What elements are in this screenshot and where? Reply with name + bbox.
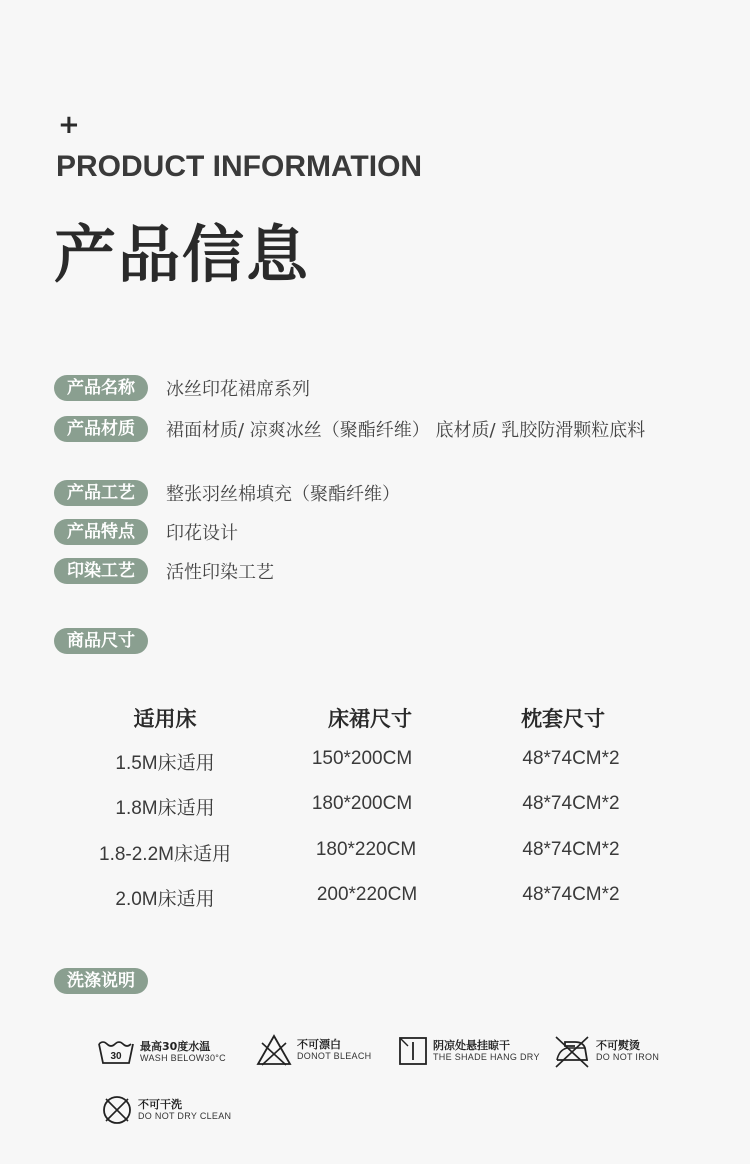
no-bleach-icon (256, 1033, 292, 1067)
table-cell: 1.5M床适用 (115, 753, 215, 774)
care-label-en: DO NOT IRON (596, 1052, 660, 1063)
table-cell: 1.8-2.2M床适用 (99, 844, 231, 865)
table-cell: 180*220CM (315, 839, 417, 860)
info-tag: 产品工艺 (54, 480, 148, 506)
page-title: 产品信息 (54, 218, 311, 291)
info-tag: 产品名称 (54, 375, 148, 401)
table-cell: 200*220CM (316, 884, 418, 905)
wash-section-header (54, 968, 148, 994)
care-label-cn: 不可熨烫 (596, 1039, 640, 1052)
table-cell: 48*74CM*2 (522, 793, 620, 814)
table-cell: 2.0M床适用 (115, 889, 215, 910)
info-value: 冰丝印花裙席系列 (166, 379, 310, 400)
shade-hang-dry-icon (398, 1036, 428, 1066)
info-row-dyeing (54, 558, 274, 584)
size-section-header (54, 628, 148, 654)
care-label-cn: 不可漂白 (297, 1038, 341, 1051)
care-item-bleach (256, 1033, 371, 1067)
table-cell: 150*200CM (311, 748, 413, 769)
info-tag: 产品材质 (54, 416, 148, 442)
no-dry-clean-icon (101, 1094, 133, 1126)
care-item-dry (398, 1036, 540, 1066)
table-cell: 48*74CM*2 (522, 748, 620, 769)
care-item-iron (553, 1034, 659, 1068)
info-tag: 印染工艺 (54, 558, 148, 584)
no-iron-icon (553, 1034, 591, 1068)
care-label-en: DONOT BLEACH (297, 1051, 372, 1062)
plus-icon: + (58, 110, 80, 140)
section-tag: 商品尺寸 (54, 628, 148, 654)
care-label-cn: 不可干洗 (138, 1098, 182, 1111)
info-tag: 产品特点 (54, 519, 148, 545)
table-header: 床裙尺寸 (328, 707, 412, 731)
table-header: 枕套尺寸 (521, 707, 605, 731)
info-row-feature (54, 519, 238, 545)
info-row-material (54, 416, 645, 442)
care-item-dryclean (101, 1094, 231, 1126)
info-value: 整张羽丝棉填充（聚酯纤维） (166, 484, 400, 505)
english-title: PRODUCT INFORMATION (56, 150, 423, 183)
wash-tub-30-icon (97, 1037, 135, 1067)
info-value: 印花设计 (166, 523, 238, 544)
info-row-name (54, 375, 310, 401)
care-label-cn: 阴凉处悬挂晾干 (433, 1039, 510, 1052)
section-tag: 洗涤说明 (54, 968, 148, 994)
table-cell: 48*74CM*2 (522, 884, 620, 905)
table-cell: 48*74CM*2 (522, 839, 620, 860)
svg-text:30: 30 (110, 1051, 122, 1062)
info-value: 活性印染工艺 (166, 562, 274, 583)
table-cell: 1.8M床适用 (115, 798, 215, 819)
info-row-craft (54, 480, 400, 506)
info-value: 裙面材质/ 凉爽冰丝（聚酯纤维） 底材质/ 乳胶防滑颗粒底料 (166, 420, 646, 441)
table-header: 适用床 (133, 707, 197, 731)
care-label-en: DO NOT DRY CLEAN (138, 1111, 232, 1122)
care-item-wash (97, 1037, 226, 1067)
table-cell: 180*200CM (311, 793, 413, 814)
care-label-cn: 最高30度水温 (140, 1040, 211, 1053)
care-label-en: THE SHADE HANG DRY (433, 1052, 540, 1063)
care-label-en: WASH BELOW30°C (140, 1053, 226, 1064)
